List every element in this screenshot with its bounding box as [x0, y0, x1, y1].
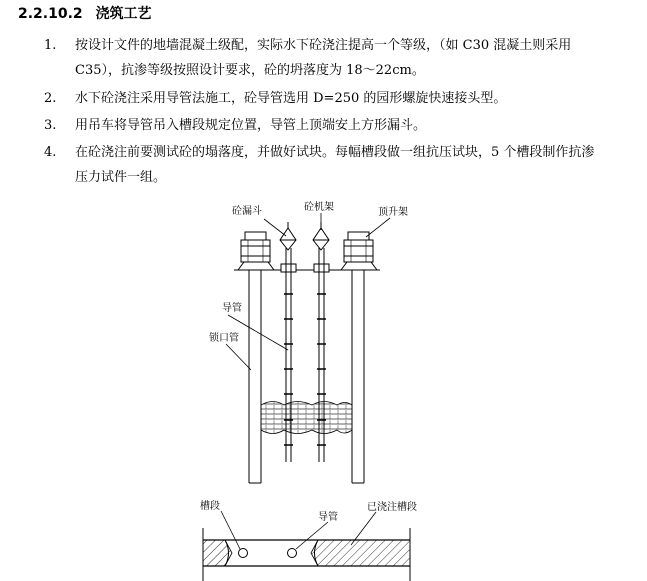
item-index: 2.	[44, 91, 57, 106]
right-jack-frame	[341, 232, 377, 270]
tremie-plan-circle	[239, 549, 248, 558]
label-jack-frame: 顶升架	[378, 207, 408, 218]
item-text-line: 在砼浇注前要测试砼的塌落度，并做好试块。每幅槽段做一组抗压试块，5 个槽段制作抗渗	[75, 145, 595, 160]
left-jack-frame	[238, 232, 274, 270]
lock-pipe-right	[352, 270, 364, 483]
hopper-left	[280, 222, 296, 250]
section-title: 浇筑工艺	[95, 6, 152, 22]
label-poured-trench: 已浇注槽段	[367, 502, 417, 513]
label-frame: 砼机架	[304, 202, 334, 213]
plan-view	[203, 528, 410, 581]
label-tremie: 导管	[222, 303, 242, 314]
label-lock-pipe: 锁口管	[209, 333, 239, 344]
label-tremie-plan: 导管	[318, 512, 338, 523]
item-index: 1.	[44, 38, 57, 53]
item-text-line: C35），抗渗等级按照设计要求，砼的坍落度为 18～22cm。	[75, 63, 425, 78]
item-text-line: 用吊车将导管吊入槽段规定位置，导管上顶端安上方形漏斗。	[75, 118, 427, 133]
item-text-line: 按设计文件的地墙混凝土级配，实际水下砼浇注提高一个等级，（如 C30 混凝土则采用	[75, 38, 572, 53]
tremie-plan-circle	[288, 549, 297, 558]
item-text-line: 水下砼浇注采用导管法施工，砼导管选用 D=250 的园形螺旋快速接头型。	[75, 91, 507, 106]
leader-hopper	[264, 219, 286, 236]
label-trench: 槽段	[200, 501, 220, 512]
concrete-mass	[261, 402, 352, 434]
item-index: 4.	[44, 145, 57, 160]
leader-lock-pipe	[226, 344, 251, 370]
section-number: 2.2.10.2	[18, 6, 83, 22]
lock-pipe-left	[249, 270, 261, 483]
item-index: 3.	[44, 118, 57, 133]
item-text-line: 压力试件一组。	[75, 170, 167, 185]
label-hopper: 砼漏斗	[232, 206, 262, 217]
leader-jack	[366, 218, 390, 237]
